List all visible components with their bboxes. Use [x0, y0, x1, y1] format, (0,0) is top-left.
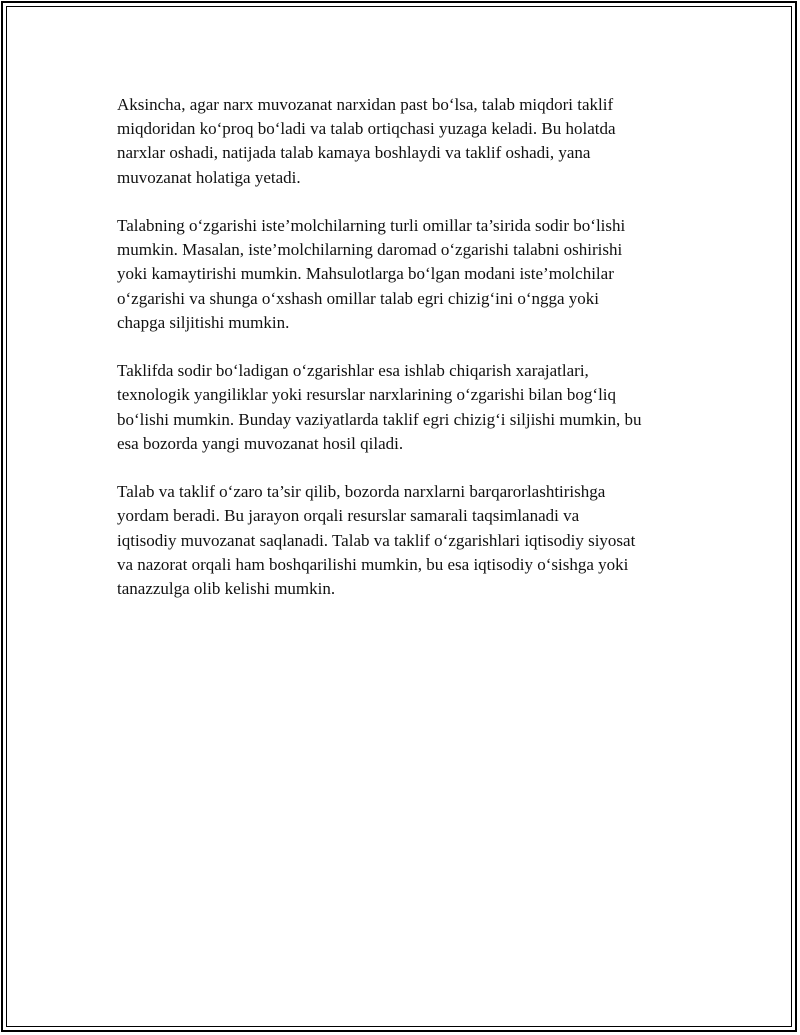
text-line: yordam beradi. Bu jarayon orqali resurslar samarali taqsimlanadi va [117, 506, 580, 526]
document-body [117, 93, 697, 625]
text-line: o‘zgarishi va shunga o‘xshash omillar talab egri chizig‘ini o‘ngga yoki [117, 288, 600, 308]
text-line: Talabning o‘zgarishi iste’molchilarning turli omillar ta’sirida sodir bo‘lishi [117, 216, 626, 235]
paragraph-3 [117, 359, 697, 456]
text-line: chapga siljitishi mumkin. [117, 312, 290, 332]
text-line: va nazorat orqali ham boshqarilishi mumkin, bu esa iqtisodiy o‘sishga yoki [117, 554, 629, 574]
text-line: tanazzulga olib kelishi mumkin. [117, 579, 336, 599]
paragraph-4 [117, 480, 697, 601]
text-line: mumkin. Masalan, iste’molchilarning daromad o‘zgarishi talabni oshirishi [117, 240, 623, 260]
text-line: Taklifda sodir bo‘ladigan o‘zgarishlar esa ishlab chiqarish xarajatlari, [117, 361, 589, 381]
text-line: iqtisodiy muvozanat saqlanadi. Talab va taklif o‘zgarishlari iqtisodiy siyosat [117, 530, 636, 550]
text-line: esa bozorda yangi muvozanat hosil qiladi. [117, 433, 404, 453]
text-line: bo‘lishi mumkin. Bunday vaziyatlarda taklif egri chizig‘i siljishi mumkin, bu [117, 409, 642, 429]
paragraph-2 [117, 214, 697, 335]
text-line: narxlar oshadi, natijada talab kamaya boshlaydi va taklif oshadi, yana [117, 143, 591, 163]
text-line: Talab va taklif o‘zaro ta’sir qilib, bozorda narxlarni barqarorlashtirishga [117, 482, 606, 502]
text-line: texnologik yangiliklar yoki resurslar narxlarining o‘zgarishi bilan bog‘liq [117, 385, 617, 405]
text-line: yoki kamaytirishi mumkin. Mahsulotlarga bo‘lgan modani iste’molchilar [117, 264, 614, 284]
text-line: muvozanat holatiga yetadi. [117, 167, 301, 187]
text-line: Aksincha, agar narx muvozanat narxidan past bo‘lsa, talab miqdori taklif [117, 95, 614, 114]
paragraph-1 [117, 93, 697, 190]
text-line: miqdoridan ko‘proq bo‘ladi va talab ortiqchasi yuzaga keladi. Bu holatda [117, 119, 616, 139]
